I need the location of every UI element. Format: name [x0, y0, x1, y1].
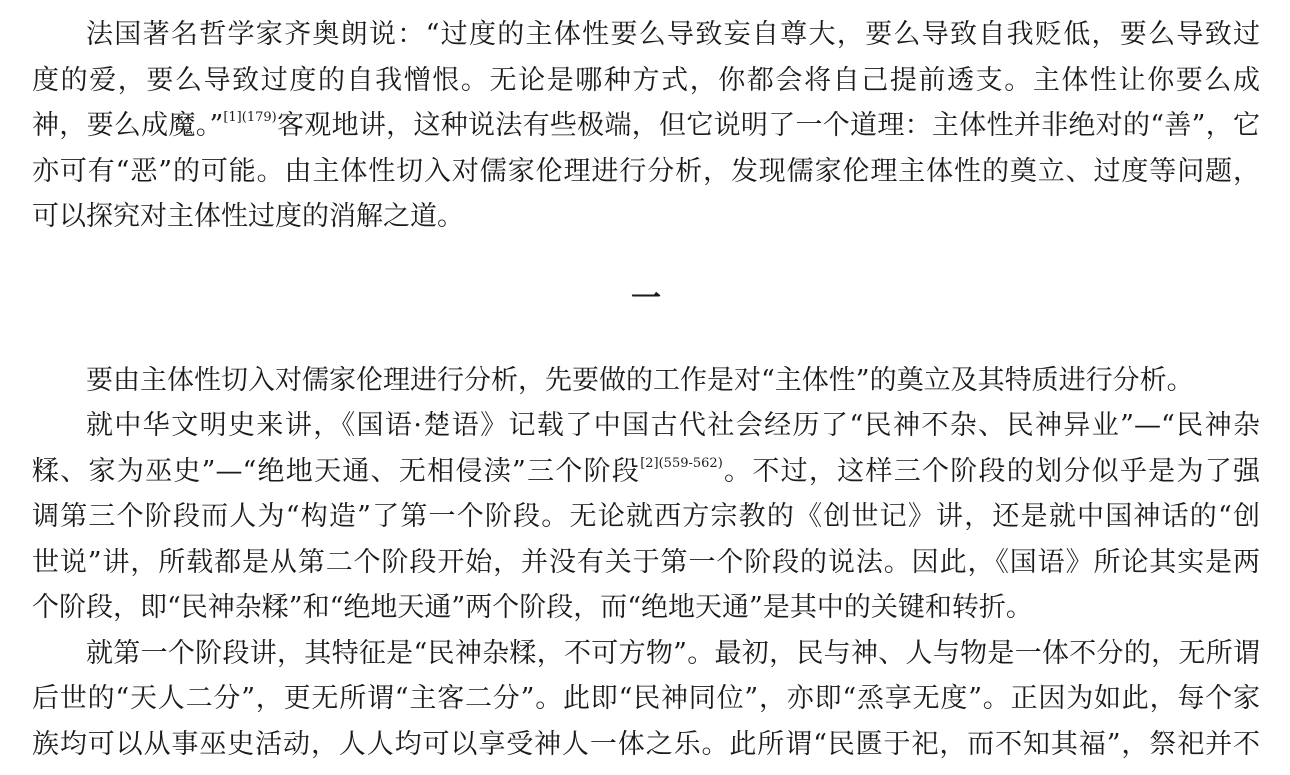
text-line: 要由主体性切入对儒家伦理进行分析，先要做的工作是对“主体性”的奠立及其特质进行分析。 [86, 364, 1194, 396]
citation-reference: [1](179) [223, 110, 277, 125]
text-segment: 客观地讲，这种说法有些极端，但它说明了一个道理：主体性并非绝对的“善”，它 [276, 110, 1260, 141]
text-segment: 糅、家为巫史”—“绝地天通、无相侵渎”三个阶段 [32, 455, 641, 487]
text-line: 法国著名哲学家齐奥朗说：“过度的主体性要么导致妄自尊大，要么导致自我贬低，要么导致过 [86, 19, 1260, 50]
text-line: 后世的“天人二分”，更无所谓“主客二分”。此即“民神同位”，亦即“烝享无度”。正因为如此，每个家 [32, 683, 1260, 714]
paragraph-1 [32, 358, 1260, 404]
text-line: 调第三个阶段而人为“构造”了第一个阶段。无论就西方宗教的《创世记》讲，还是就中国神话的“创 [32, 501, 1260, 532]
text-line: 可以探究对主体性过度的消解之道。 [32, 201, 464, 232]
text-line: 就第一个阶段讲，其特征是“民神杂糅，不可方物”。最初，民与神、人与物是一体不分的，无所谓 [86, 637, 1260, 669]
text-line: 亦可有“恶”的可能。由主体性切入对儒家伦理进行分析，发现儒家伦理主体性的奠立、过度等问题， [32, 155, 1260, 187]
text-line [32, 103, 1260, 149]
text-line: 度的爱，要么导致过度的自我憎恨。无论是哪种方式，你都会将自己提前透支。主体性让你要么成 [32, 64, 1260, 96]
text-line: 族均可以从事巫史活动，人人均可以享受神人一体之乐。此所谓“民匮于祀，而不知其福”，祭祀并不 [32, 728, 1260, 760]
text-line: 个阶段，即“民神杂糅”和“绝地天通”两个阶段，而“绝地天通”是其中的关键和转折。 [32, 592, 1033, 623]
text-segment: 。不过，这样三个阶段的划分似乎是为了强 [722, 455, 1260, 487]
paragraph-2 [32, 403, 1260, 631]
text-line: 就中华文明史来讲，《国语·楚语》记载了中国古代社会经历了“民神不杂、民神异业”—“民神杂 [86, 410, 1260, 441]
paragraph-3 [32, 631, 1260, 768]
text-line [32, 449, 1260, 495]
text-segment: 神，要么成魔。” [32, 110, 224, 141]
text-line: 世说”讲，所载都是从第二个阶段开始，并没有关于第一个阶段的说法。因此，《国语》所论其实是两 [32, 546, 1260, 578]
paragraph-intro [32, 12, 1260, 240]
citation-reference: [2](559-562) [640, 455, 723, 471]
section-heading: 一 [631, 280, 661, 316]
article-page [32, 12, 1260, 767]
